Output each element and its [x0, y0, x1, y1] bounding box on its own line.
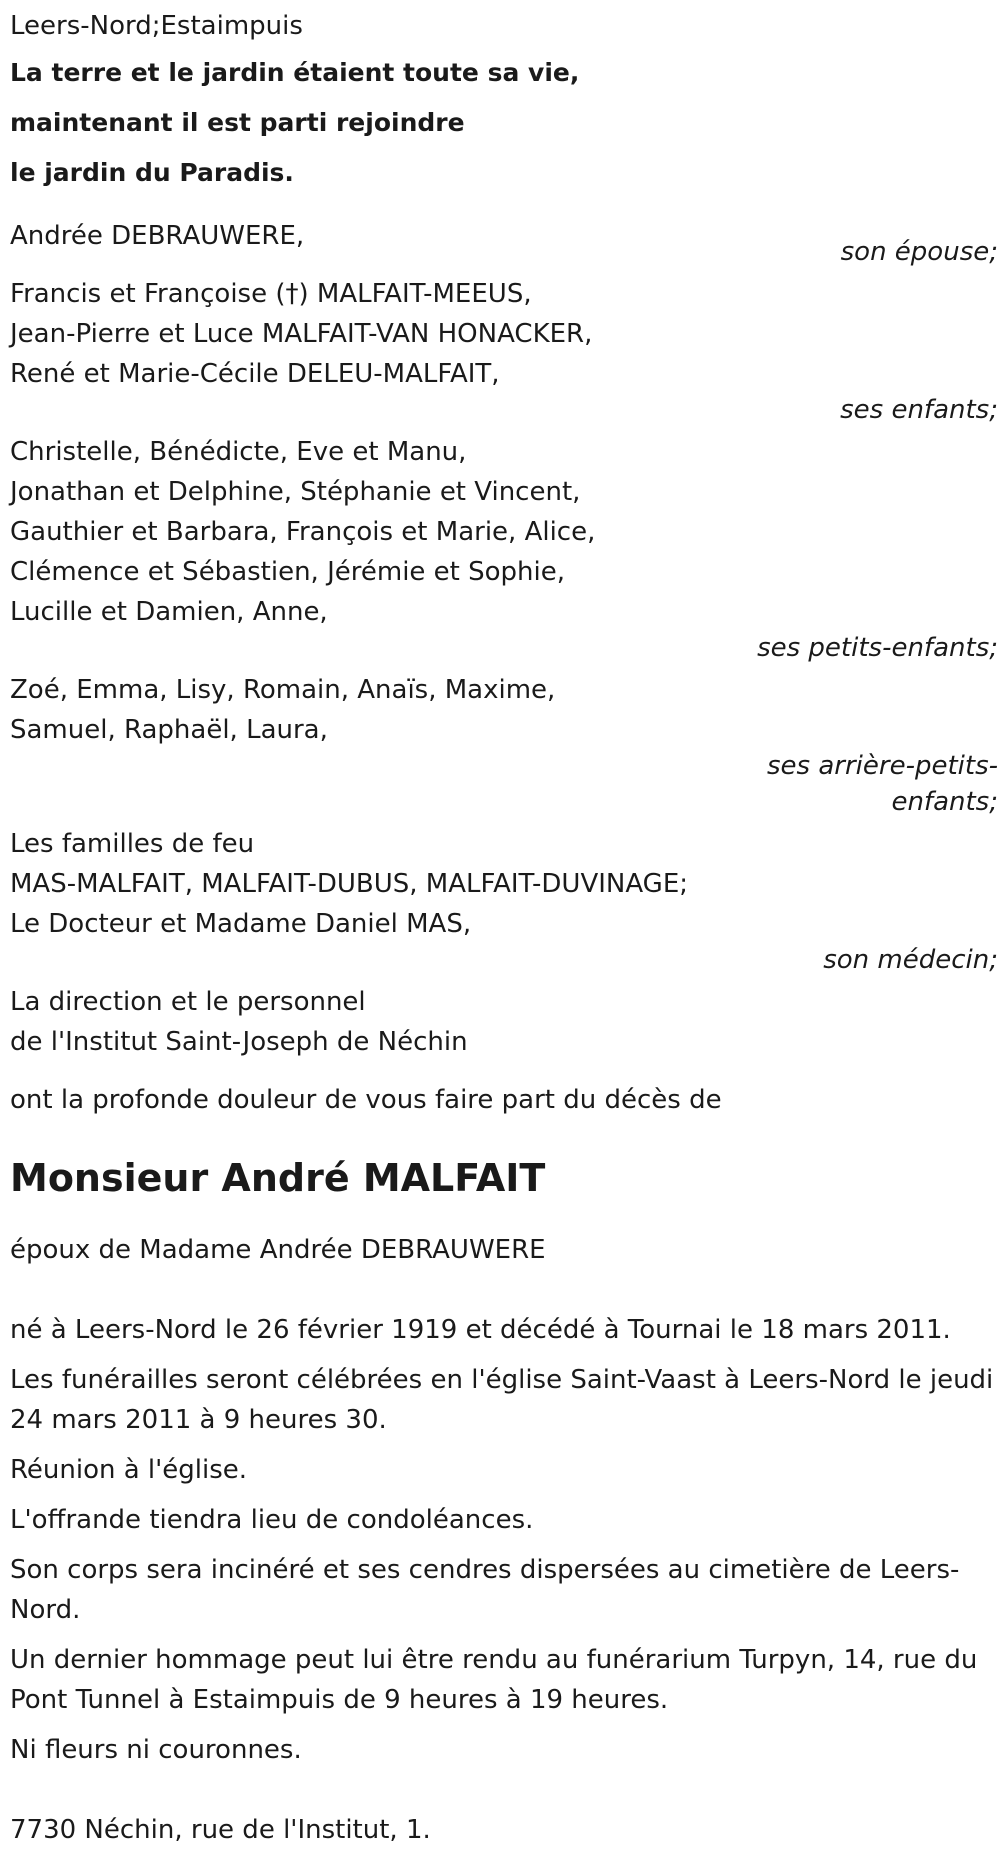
family-line: Andrée DEBRAUWERE, [10, 221, 305, 251]
family-line: de l'Institut Saint-Joseph de Néchin [10, 1027, 468, 1057]
family-role: ses petits-enfants; [757, 633, 998, 663]
family-line: Gauthier et Barbara, François et Marie, Alice, [10, 517, 596, 547]
family-role: son médecin; [823, 945, 998, 975]
family-role: ses arrière-petits-enfants; [767, 751, 998, 817]
motto-line: le jardin du Paradis. [10, 158, 294, 187]
motto [10, 48, 998, 198]
family-line: Clémence et Sébastien, Jérémie et Sophie, [10, 557, 566, 587]
family-group-others [10, 824, 998, 978]
spouse-line: époux de Madame Andrée DEBRAUWERE [10, 1235, 546, 1265]
family-role: ses enfants; [840, 395, 998, 425]
family-role: son épouse; [840, 237, 998, 267]
family-line: Jonathan et Delphine, Stéphanie et Vincent, [10, 477, 581, 507]
family-line: Jean-Pierre et Luce MALFAIT-VAN HONACKER, [10, 319, 593, 349]
family-group-great-grandchildren [10, 670, 998, 820]
address: 7730 Néchin, rue de l'Institut, 1. [10, 1815, 431, 1845]
family-line: Francis et Françoise (†) MALFAIT-MEEUS, [10, 279, 532, 309]
deceased-name: Monsieur André MALFAIT [10, 1156, 546, 1200]
details [10, 1310, 998, 1770]
family-line: René et Marie-Cécile DELEU-MALFAIT, [10, 359, 500, 389]
family-role-wrapper [10, 748, 998, 820]
location-header: Leers-Nord;Estaimpuis [10, 11, 303, 41]
family-line: Le Docteur et Madame Daniel MAS, [10, 909, 472, 939]
family-group-institute [10, 982, 998, 1062]
announcement: ont la profonde douleur de vous faire part du décès de [10, 1085, 722, 1115]
family-group-grandchildren [10, 432, 998, 666]
motto-line: maintenant il est parti rejoindre [10, 108, 465, 137]
family-group-spouse [10, 216, 998, 270]
family-line: La direction et le personnel [10, 987, 366, 1017]
motto-line: La terre et le jardin étaient toute sa vie, [10, 58, 580, 87]
family-line: Christelle, Bénédicte, Eve et Manu, [10, 437, 467, 467]
detail-paragraph: Ni fleurs ni couronnes. [10, 1735, 302, 1765]
obituary-content [10, 8, 998, 1850]
detail-paragraph: Son corps sera incinéré et ses cendres dispersées au cimetière de Leers-Nord. [10, 1555, 960, 1625]
family-line: Les familles de feu [10, 829, 255, 859]
family-line: MAS-MALFAIT, MALFAIT-DUBUS, MALFAIT-DUVINAGE; [10, 869, 689, 899]
detail-paragraph: Réunion à l'église. [10, 1455, 248, 1485]
detail-paragraph: Les funérailles seront célébrées en l'église Saint-Vaast à Leers-Nord le jeudi 24 mars 2011 à 9 heures 30. [10, 1365, 994, 1435]
family-line: Samuel, Raphaël, Laura, [10, 715, 328, 745]
family-line: Zoé, Emma, Lisy, Romain, Anaïs, Maxime, [10, 675, 556, 705]
family-group-children [10, 274, 998, 428]
detail-paragraph: L'offrande tiendra lieu de condoléances. [10, 1505, 534, 1535]
detail-paragraph: né à Leers-Nord le 26 février 1919 et décédé à Tournai le 18 mars 2011. [10, 1315, 951, 1345]
detail-paragraph: Un dernier hommage peut lui être rendu au funérarium Turpyn, 14, rue du Pont Tunnel à Estaimpuis de 9 heures à 19 heures. [10, 1645, 978, 1715]
family-line: Lucille et Damien, Anne, [10, 597, 328, 627]
